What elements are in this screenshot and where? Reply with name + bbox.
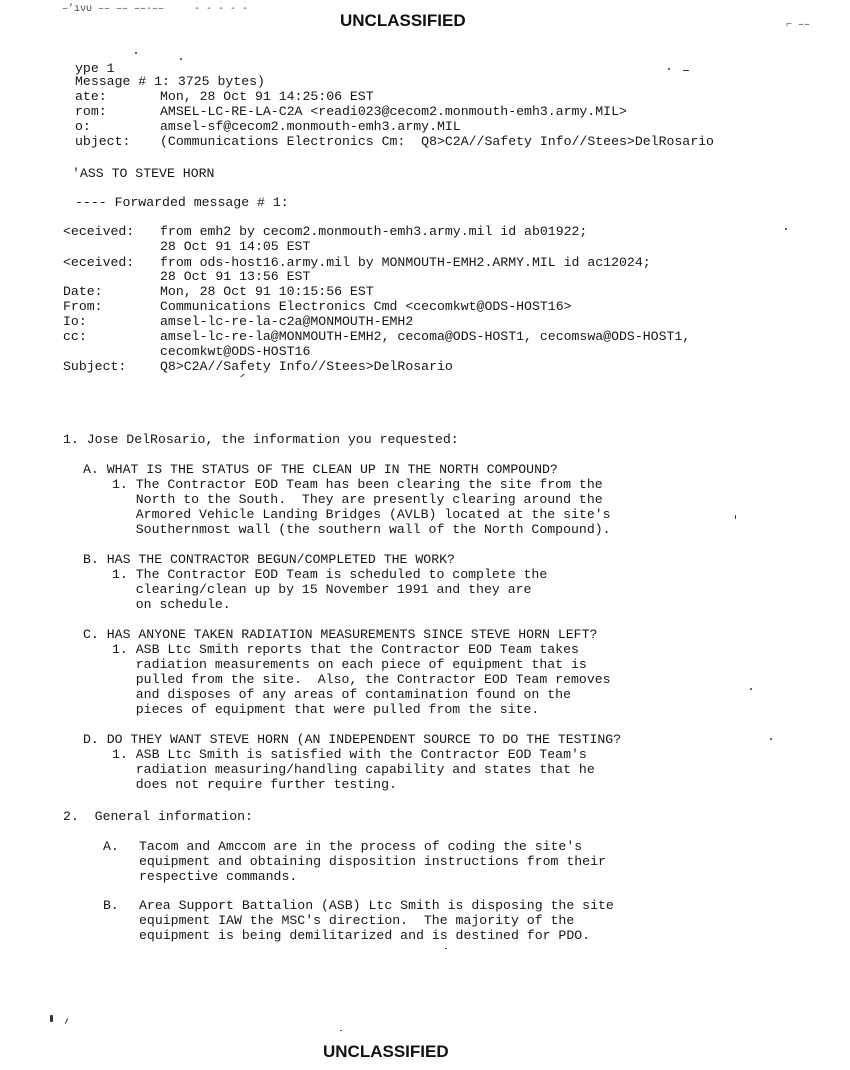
received-1-row-2 [0,239,850,254]
scan-speck [240,374,244,378]
received-1-label: <eceived: [63,224,135,239]
fwd-to-row [0,314,850,329]
scan-speck [340,1030,342,1031]
type-line: ype 1 [75,61,115,76]
section-a-line-1: 1. The Contractor EOD Team has been clearing the site from the [112,477,603,492]
header-subject-label: ubject: [75,134,131,149]
received-2-row [0,255,850,270]
received-2-line-1: from ods-host16.army.mil by MONMOUTH-EMH2.ARMY.MIL id ac12024; [160,255,651,270]
header-from-label: rom: [75,104,107,119]
header-date-row [0,89,850,104]
fwd-from-row [0,299,850,314]
scan-speck [50,1015,53,1022]
header-subject-value: (Communications Electronics Cm: Q8>C2A//Safety Info//Stees>DelRosario [160,134,714,149]
fwd-from-value: Communications Electronics Cmd <cecomkwt@ODS-HOST16> [160,299,572,314]
scan-speck [65,1018,68,1024]
top-right-scrawl: ⌐ –– [786,20,811,31]
section-c-line-1: 1. ASB Ltc Smith reports that the Contractor EOD Team takes [112,642,579,657]
header-date-label: ate: [75,89,107,104]
top-left-scrawl: –’ıνυ –– –– ––·–– - - - - - [62,4,249,15]
pass-line: 'ASS TO STEVE HORN [72,166,215,181]
section-a-line-3: Armored Vehicle Landing Bridges (AVLB) located at the site's [112,507,611,522]
scan-speck [750,688,752,690]
section-b-heading: B. HAS THE CONTRACTOR BEGUN/COMPLETED THE WORK? [83,552,455,567]
message-line: Message # 1: 3725 bytes) [75,74,265,89]
fwd-cc-line-1: amsel-lc-re-la@MONMOUTH-EMH2, cecoma@ODS-HOST1, cecomswa@ODS-HOST1, [160,329,691,344]
received-1-line-2: 28 Oct 91 14:05 EST [160,239,311,254]
general-item-b-line-1: Area Support Battalion (ASB) Ltc Smith is disposing the site [139,898,614,913]
general-heading: 2. General information: [63,809,253,824]
header-from-row [0,104,850,119]
fwd-to-label: Io: [63,314,87,329]
bottom-classification-banner: UNCLASSIFIED [323,1042,449,1061]
header-subject-row [0,134,850,149]
fwd-subject-value: Q8>C2A//Safety Info//Stees>DelRosario [160,359,453,374]
top-classification-banner: UNCLASSIFIED [340,11,466,30]
header-date-value: Mon, 28 Oct 91 14:25:06 EST [160,89,374,104]
fwd-from-label: From: [63,299,103,314]
fwd-date-label: Date: [63,284,103,299]
header-to-row [0,119,850,134]
general-item-a-marker: A. [103,839,119,854]
section-c-heading: C. HAS ANYONE TAKEN RADIATION MEASUREMENTS SINCE STEVE HORN LEFT? [83,627,598,642]
received-2-label: <eceived: [63,255,135,270]
header-to-value: amsel-sf@cecom2.monmouth-emh3.army.MIL [160,119,461,134]
section-b-line-2: clearing/clean up by 15 November 1991 and they are [112,582,532,597]
general-item-a-line-2: equipment and obtaining disposition instructions from their [139,854,606,869]
fwd-cc-line-2: cecomkwt@ODS-HOST16 [160,344,311,359]
scan-speck [770,738,772,740]
scan-speck [445,948,447,949]
section-c-line-5: pieces of equipment that were pulled from the site. [112,702,540,717]
section-b-line-1: 1. The Contractor EOD Team is scheduled to complete the [112,567,548,582]
section-d-line-3: does not require further testing. [112,777,397,792]
general-item-a-line-3: respective commands. [139,869,298,884]
section-c-line-3: pulled from the site. Also, the Contractor EOD Team removes [112,672,611,687]
fwd-subject-label: Subject: [63,359,127,374]
scan-speck [683,70,689,71]
section-b-line-3: on schedule. [112,597,231,612]
scan-speck [180,58,182,60]
fwd-cc-row-2 [0,344,850,359]
received-1-line-1: from emh2 by cecom2.monmouth-emh3.army.mil id ab01922; [160,224,588,239]
header-to-label: o: [75,119,91,134]
fwd-cc-row [0,329,850,344]
fwd-subject-row [0,359,850,374]
forward-line: ---- Forwarded message # 1: [75,195,289,210]
scan-speck [668,68,670,70]
scan-speck [735,515,736,519]
header-from-value: AMSEL-LC-RE-LA-C2A <readi023@cecom2.monmouth-emh3.army.MIL> [160,104,627,119]
section-d-heading: D. DO THEY WANT STEVE HORN (AN INDEPENDENT SOURCE TO DO THE TESTING? [83,732,622,747]
section-c-line-4: and disposes of any areas of contamination found on the [112,687,571,702]
section-a-line-2: North to the South. They are presently clearing around the [112,492,603,507]
section-a-line-4: Southernmost wall (the southern wall of the North Compound). [112,522,611,537]
fwd-date-row [0,284,850,299]
fwd-to-value: amsel-lc-re-la-c2a@MONMOUTH-EMH2 [160,314,414,329]
fwd-cc-label: cc: [63,329,87,344]
section-d-line-1: 1. ASB Ltc Smith is satisfied with the Contractor EOD Team's [112,747,587,762]
section-d-line-2: radiation measuring/handling capability and states that he [112,762,595,777]
scan-speck [135,52,137,54]
general-item-b-line-3: equipment is being demilitarized and is destined for PDO. [139,928,591,943]
general-item-a-line-1: Tacom and Amccom are in the process of coding the site's [139,839,583,854]
received-2-row-2 [0,269,850,284]
section-a-heading: A. WHAT IS THE STATUS OF THE CLEAN UP IN THE NORTH COMPOUND? [83,462,558,477]
fwd-date-value: Mon, 28 Oct 91 10:15:56 EST [160,284,374,299]
scan-speck [785,228,787,230]
body-intro: 1. Jose DelRosario, the information you requested: [63,432,459,447]
general-item-b-line-2: equipment IAW the MSC's direction. The majority of the [139,913,575,928]
received-2-line-2: 28 Oct 91 13:56 EST [160,269,311,284]
general-item-b-marker: B. [103,898,119,913]
received-1-row [0,224,850,239]
section-c-line-2: radiation measurements on each piece of equipment that is [112,657,587,672]
